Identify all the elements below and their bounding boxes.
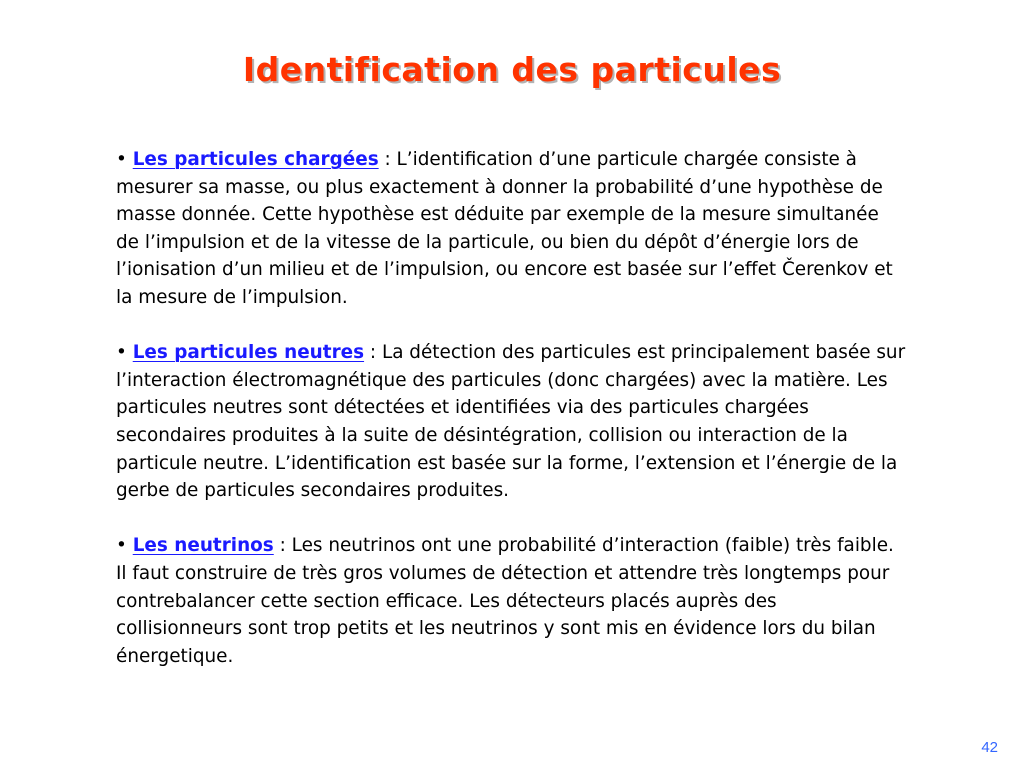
bullet-icon: • (116, 535, 127, 557)
slide-content (116, 146, 906, 698)
text-neutral-particles: : La détection des particules est principalement basée sur l’interaction électromagnétique des particules (donc chargées) avec la matière. Les particules neutres sont détectées et identifiées via des particules chargées secondaires produites à la suite de désintégration, collision ou interaction de la particule neutre. L’identification est basée sur la forme, l’extension et l’énergie de la gerbe de particules secondaires produites. (116, 342, 906, 502)
term-neutrinos: Les neutrinos (132, 535, 274, 557)
bullet-icon: • (116, 342, 127, 364)
section-neutrinos (116, 532, 906, 670)
term-neutral-particles: Les particules neutres (132, 342, 365, 364)
text-neutrinos: : Les neutrinos ont une probabilité d’interaction (faible) très faible. Il faut construire de très gros volumes de détection et attendre très longtemps pour contrebalancer cette section efficace. Les détecteurs placés auprès des collisionneurs sont trop petits et les neutrinos y sont mis en évidence lors du bilan énergetique. (116, 535, 894, 667)
slide-title: Identification des particules (242, 50, 782, 89)
bullet-icon: • (116, 149, 127, 170)
text-charged-particles: : L’identification d’une particule chargée consiste à mesurer sa masse, ou plus exactement à donner la probabilité d’une hypothèse de masse donnée. Cette hypothèse est déduite par exemple de la mesure simultanée de l’impulsion et de la vitesse de la particule, ou bien du dépôt d’énergie lors de l’ionisation d’un milieu et de l’impulsion, ou encore est basée sur l’effet Čerenkov et la mesure de l’impulsion. (116, 149, 893, 308)
term-charged-particles: Les particules chargées (132, 149, 379, 170)
section-charged-particles (116, 146, 906, 312)
page-number: 42 (981, 739, 998, 756)
section-neutral-particles (116, 339, 906, 505)
